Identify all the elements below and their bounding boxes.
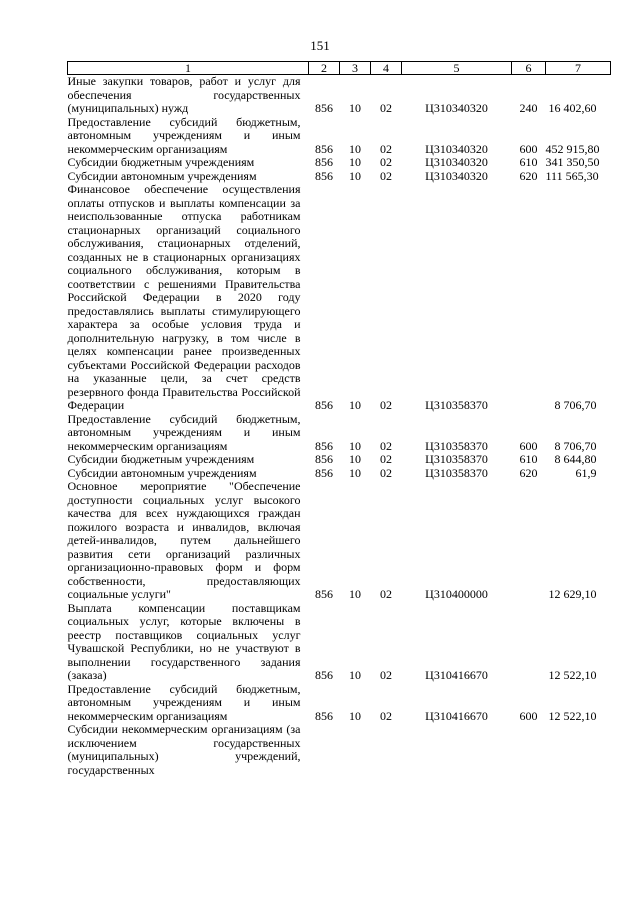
target-article-code: Ц310400000 (425, 587, 488, 601)
table-header-row (68, 62, 611, 75)
row-description: Субсидии бюджетным учреждениям (67, 155, 255, 169)
target-article-code: Ц310358370 (425, 465, 488, 480)
ministry-code: 856 (315, 398, 333, 412)
amount: 12 629,10 (548, 587, 597, 601)
column-header: 7 (546, 62, 611, 75)
ministry-code: 856 (315, 668, 333, 682)
row-description: Субсидии бюджетным учреждениям (67, 452, 255, 466)
amount: 8 706,70 (554, 438, 597, 453)
section-code: 10 (349, 155, 361, 169)
amount: 16 402,60 (548, 101, 597, 115)
column-header: 2 (309, 62, 340, 75)
amount: 111 565,30 (545, 168, 599, 183)
ministry-code: 856 (315, 101, 333, 115)
amount: 61,9 (575, 465, 597, 480)
target-article-code: Ц310416670 (425, 668, 488, 682)
amount: 8 644,80 (554, 452, 597, 466)
section-code: 10 (349, 452, 361, 466)
row-description: Субсидии автономным учреждениям (67, 465, 257, 480)
column-header: 6 (512, 62, 546, 75)
ministry-code: 856 (315, 141, 333, 156)
subsection-code: 02 (380, 465, 392, 480)
subsection-code: 02 (380, 708, 392, 723)
subsection-code: 02 (380, 168, 392, 183)
row-description: Субсидии некоммерческим организациям (за исключением государственных (муниципальных) учреждений, государственных (67, 722, 301, 777)
budget-table (67, 61, 611, 777)
expense-type-code: 620 (519, 168, 538, 183)
subsection-code: 02 (380, 587, 392, 601)
row-description: Предоставление субсидий бюджетным, автономным учреждениям и иным некоммерческим организациям (67, 411, 301, 453)
amount (546, 723, 611, 777)
target-article-code: Ц310340320 (425, 101, 488, 115)
column-header: 1 (68, 62, 309, 75)
ministry-code: 856 (315, 587, 333, 601)
section-code: 10 (349, 141, 361, 156)
table-row (68, 723, 611, 777)
row-description: Выплата компенсации поставщикам социальных услуг, которые включены в реестр поставщиков социальных услуг Чувашской Республики, но не участвуют в выполнении государственного задания (заказа) (67, 600, 301, 682)
ministry-code: 856 (315, 708, 333, 723)
ministry-code: 856 (315, 452, 333, 466)
target-article-code: Ц310340320 (425, 168, 488, 183)
table-row (68, 156, 611, 170)
target-article-code: Ц310340320 (425, 155, 488, 169)
section-code: 10 (349, 398, 361, 412)
table-row (68, 75, 611, 116)
row-description: Предоставление субсидий бюджетным, автономным учреждениям и иным некоммерческим организациям (67, 114, 301, 156)
table-row (68, 183, 611, 413)
target-article-code: Ц310358370 (425, 438, 488, 453)
section-code: 10 (349, 587, 361, 601)
subsection-code: 02 (380, 452, 392, 466)
expense-type-code: 240 (519, 101, 538, 115)
column-header: 4 (371, 62, 402, 75)
expense-type-code: 610 (519, 155, 538, 169)
table-row (68, 170, 611, 184)
column-header: 5 (402, 62, 512, 75)
target-article-code: Ц310340320 (425, 141, 488, 156)
expense-type-code: 600 (519, 708, 538, 723)
row-description: Финансовое обеспечение осуществления оплаты отпусков и выплаты компенсации за неиспользованные отпуска работникам стационарных организаций социального обслуживания, стационарных отделений, созданных не в стационарных организациях социального обслуживания, которым в соответствии с решениями Правительства Российской Федерации в 2020 году предоставлялись выплаты стимулирующего характера за особые условия труда и дополнительную нагрузку, в том числе в целях компенсации ранее произведенных субъектами Российской Федерации расходов на указанные цели, за счет средств резервного фонда Правительства Российской Федерации (67, 182, 301, 412)
target-article-code: Ц310358370 (425, 398, 488, 412)
subsection-code (371, 723, 402, 777)
expense-type-code (512, 183, 546, 413)
expense-type-code: 610 (519, 452, 538, 466)
section-code: 10 (349, 465, 361, 480)
table-row (68, 683, 611, 724)
expense-type-code (512, 480, 546, 602)
subsection-code: 02 (380, 155, 392, 169)
amount: 452 915,80 (545, 141, 600, 156)
section-code (340, 723, 371, 777)
table-row (68, 413, 611, 454)
section-code: 10 (349, 668, 361, 682)
row-description: Субсидии автономным учреждениям (67, 168, 257, 183)
target-article-code: Ц310358370 (425, 452, 488, 466)
page-number: 151 (310, 38, 330, 53)
subsection-code: 02 (380, 101, 392, 115)
table-row (68, 116, 611, 157)
subsection-code: 02 (380, 141, 392, 156)
expense-type-code: 620 (519, 465, 538, 480)
row-description: Предоставление субсидий бюджетным, автономным учреждениям и иным некоммерческим организациям (67, 681, 301, 723)
target-article-code (402, 723, 512, 777)
amount: 12 522,10 (548, 708, 597, 723)
expense-type-code: 600 (519, 141, 538, 156)
ministry-code (309, 723, 340, 777)
table-row (68, 467, 611, 481)
amount: 341 350,50 (545, 155, 600, 169)
table-row (68, 480, 611, 602)
amount: 12 522,10 (548, 668, 597, 682)
ministry-code: 856 (315, 465, 333, 480)
expense-type-code: 600 (519, 438, 538, 453)
expense-type-code (512, 723, 546, 777)
ministry-code: 856 (315, 438, 333, 453)
table-row (68, 602, 611, 683)
section-code: 10 (349, 438, 361, 453)
amount: 8 706,70 (554, 398, 597, 412)
table-row (68, 453, 611, 467)
table-body (68, 75, 611, 778)
subsection-code: 02 (380, 668, 392, 682)
section-code: 10 (349, 168, 361, 183)
subsection-code: 02 (380, 438, 392, 453)
column-header: 3 (340, 62, 371, 75)
row-description: Иные закупки товаров, работ и услуг для обеспечения государственных (муниципальных) нужд (67, 74, 301, 115)
section-code: 10 (349, 101, 361, 115)
section-code: 10 (349, 708, 361, 723)
expense-type-code (512, 602, 546, 683)
target-article-code: Ц310416670 (425, 708, 488, 723)
ministry-code: 856 (315, 155, 333, 169)
subsection-code: 02 (380, 398, 392, 412)
row-description: Основное мероприятие "Обеспечение доступности социальных услуг высокого качества для всех нуждающихся граждан пожилого возраста и инвалидов, включая детей-инвалидов, путем дальнейшего развития сети организаций различных организационно-правовых форм и форм собственности, предоставляющих социальные услуги" (67, 479, 301, 601)
ministry-code: 856 (315, 168, 333, 183)
